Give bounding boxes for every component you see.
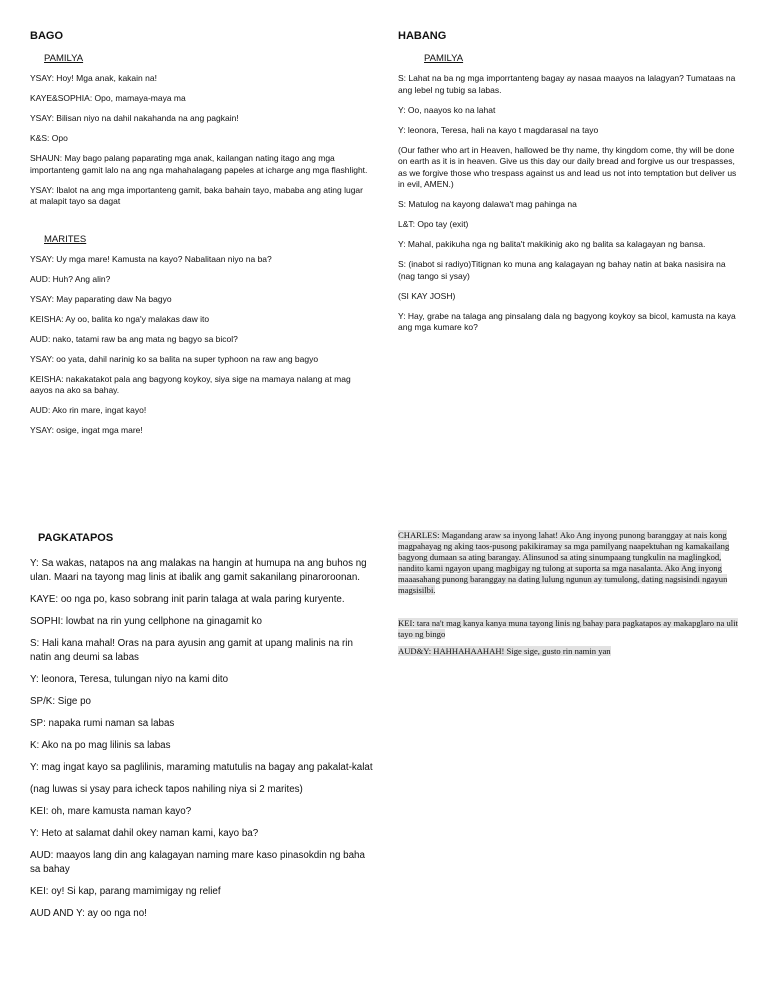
subheading-pamilya: PAMILYA <box>44 53 84 64</box>
dialogue-line: KEI: oh, mare kamusta naman kayo? <box>30 806 192 817</box>
dialogue-line <box>398 530 743 596</box>
section-title-habang: HABANG <box>398 30 447 42</box>
dialogue-line: KEISHA: nakakatakot pala ang bagyong koykoy, siya sige na mamaya nalang at mag aayos na ako sa bahay. <box>30 373 351 395</box>
dialogue-line: YSAY: Ibalot na ang mga importanteng gamit, baka bahain tayo, mababa ang ating lugar at malapit tayo sa dagat <box>30 184 363 206</box>
dialogue-line: Y: Oo, naayos ko na lahat <box>398 104 496 115</box>
dialogue-marites <box>30 254 370 437</box>
dialogue-line: AUD: Ako rin mare, ingat kayo! <box>30 405 147 415</box>
subheading-marites: MARITES <box>44 233 87 245</box>
highlighted-text: KEI: tara na't mag kanya kanya muna tayong linis ng bahay para pagkatapos ay makapglaro na ulit tayo ng bingo <box>398 618 738 639</box>
dialogue-line: K: Ako na po mag lilinis sa labas <box>30 740 171 751</box>
dialogue-line: SP/K: Sige po <box>30 696 91 707</box>
dialogue-line: (SI KAY JOSH) <box>398 290 456 301</box>
section-title-bago: BAGO <box>30 30 63 42</box>
dialogue-closing <box>398 530 743 657</box>
dialogue-pagkatapos <box>30 557 375 921</box>
dialogue-line: S: Matulog na kayong dalawa't mag pahinga na <box>398 199 577 209</box>
dialogue-line: (nag luwas si ysay para icheck tapos nahiling niya si 2 marites) <box>30 784 303 795</box>
dialogue-line: Y: leonora, Teresa, hali na kayo t magdarasal na tayo <box>398 124 599 135</box>
dialogue-line: Y: leonora, Teresa, tulungan niyo na kami dito <box>30 674 229 685</box>
dialogue-line: SHAUN: May bago palang paparating mga anak, kailangan nating itago ang mga importanteng gamit lalo na ang nga mahahalagang papeles at icharge ang mga flashlight. <box>30 153 368 175</box>
subheading-pamilya: PAMILYA <box>424 53 464 64</box>
dialogue-line: KEI: oy! Si kap, parang mamimigay ng relief <box>30 886 221 897</box>
section-title-pagkatapos: PAGKATAPOS <box>38 532 114 544</box>
dialogue-line <box>398 646 743 657</box>
dialogue-line <box>398 618 743 640</box>
dialogue-line: YSAY: osige, ingat mga mare! <box>30 425 143 435</box>
dialogue-line: SOPHI: lowbat na rin yung cellphone na ginagamit ko <box>30 616 262 627</box>
dialogue-line: AUD: maayos lang din ang kalagayan naming mare kaso pinasokdin ng baha sa bahay <box>30 850 365 875</box>
dialogue-line: Y: Mahal, pakikuha nga ng balita't makikinig ako ng balita sa kalagayan ng bansa. <box>398 239 706 249</box>
dialogue-line: S: Lahat na ba ng mga imporrtanteng bagay ay nasaa maayos na lalagyan? Tumataas na ang lebel ng tubig sa labas. <box>398 73 736 95</box>
dialogue-line: Y: mag ingat kayo sa paglilinis, maraming matutulis na bagay ang pakalat-kalat <box>30 762 373 773</box>
dialogue-line: AUD: nako, tatami raw ba ang mata ng bagyo sa bicol? <box>30 333 238 344</box>
dialogue-line: YSAY: May paparating daw Na bagyo <box>30 293 172 304</box>
dialogue-line: SP: napaka rumi naman sa labas <box>30 718 175 729</box>
section-pagkatapos <box>30 532 375 929</box>
dialogue-line: KAYE: oo nga po, kaso sobrang init parin talaga at wala paring kuryente. <box>30 594 345 605</box>
dialogue-line: YSAY: Hoy! Mga anak, kakain na! <box>30 73 157 83</box>
dialogue-line: K&S: Opo <box>30 133 68 143</box>
dialogue-pamilya-bago <box>30 73 370 208</box>
dialogue-line: YSAY: Uy mga mare! Kamusta na kayo? Nabalitaan niyo na ba? <box>30 253 272 264</box>
dialogue-line: Y: Heto at salamat dahil okey naman kami, kayo ba? <box>30 828 259 839</box>
highlighted-text: AUD&Y: HAHHAHAAHAH! Sige sige, gusto rin namin yan <box>398 646 611 656</box>
dialogue-pamilya-habang <box>398 73 743 334</box>
dialogue-line: Y: Sa wakas, natapos na ang malakas na hangin at humupa na ang buhos ng ulan. Maari na tayong mag linis at ibalik ang gamit sakanilang pinaroroonan. <box>30 558 367 583</box>
dialogue-line: L&T: Opo tay (exit) <box>398 219 469 229</box>
section-bago <box>30 30 370 445</box>
dialogue-line: AUD: Huh? Ang alin? <box>30 273 111 284</box>
dialogue-line: Y: Hay, grabe na talaga ang pinsalang dala ng bagyong koykoy sa bicol, kamusta na kaya ang mga kumare ko? <box>398 310 736 332</box>
section-habang <box>398 30 743 342</box>
dialogue-line: YSAY: oo yata, dahil narinig ko sa balita na super typhoon na raw ang bagyo <box>30 353 319 364</box>
highlighted-text: CHARLES: Magandang araw sa inyong lahat! Ako Ang inyong punong baranggay at nais kong magpahayag ng aking taos-pusong pakikiramay sa mga pamilyang naapektuhan ng kamakailang bagyong dumaan sa ating barangay. Alinsunod sa ating sinumpaang tungkulin na maglingkod, nandito kami ngayon upang magbigay ng tulong at suporta sa mga nasalanta. Ako Ang inyong maaasahang punong baranggay na dating lulung ngunun ay tumulong, dating nagsisindi ngayun magsisilbi. <box>398 530 730 595</box>
dialogue-line: S: (inabot si radiyo)Titignan ko muna ang kalagayan ng bahay natin at baka nasisira na (nag tango si ysay) <box>398 259 726 281</box>
dialogue-line: AUD AND Y: ay oo nga no! <box>30 908 147 919</box>
dialogue-line: KAYE&SOPHIA: Opo, mamaya-maya ma <box>30 93 186 103</box>
dialogue-line: (Our father who art in Heaven, hallowed be thy name, thy kingdom come, thy will be done on earth as it is in heaven. Give us this day our daily bread and forgive us our trespasses, as we forgive those who trespass against us and lead us not into temptation but deliver us in evil, AMEN.) <box>398 144 737 189</box>
dialogue-line: S: Hali kana mahal! Oras na para ayusin ang gamit at upang malinis na rin natin ang deumi sa labas <box>30 638 353 663</box>
section-closing <box>398 530 743 663</box>
dialogue-line: YSAY: Bilisan niyo na dahil nakahanda na ang pagkain! <box>30 113 239 123</box>
dialogue-line: KEISHA: Ay oo, balita ko nga'y malakas daw ito <box>30 313 210 324</box>
